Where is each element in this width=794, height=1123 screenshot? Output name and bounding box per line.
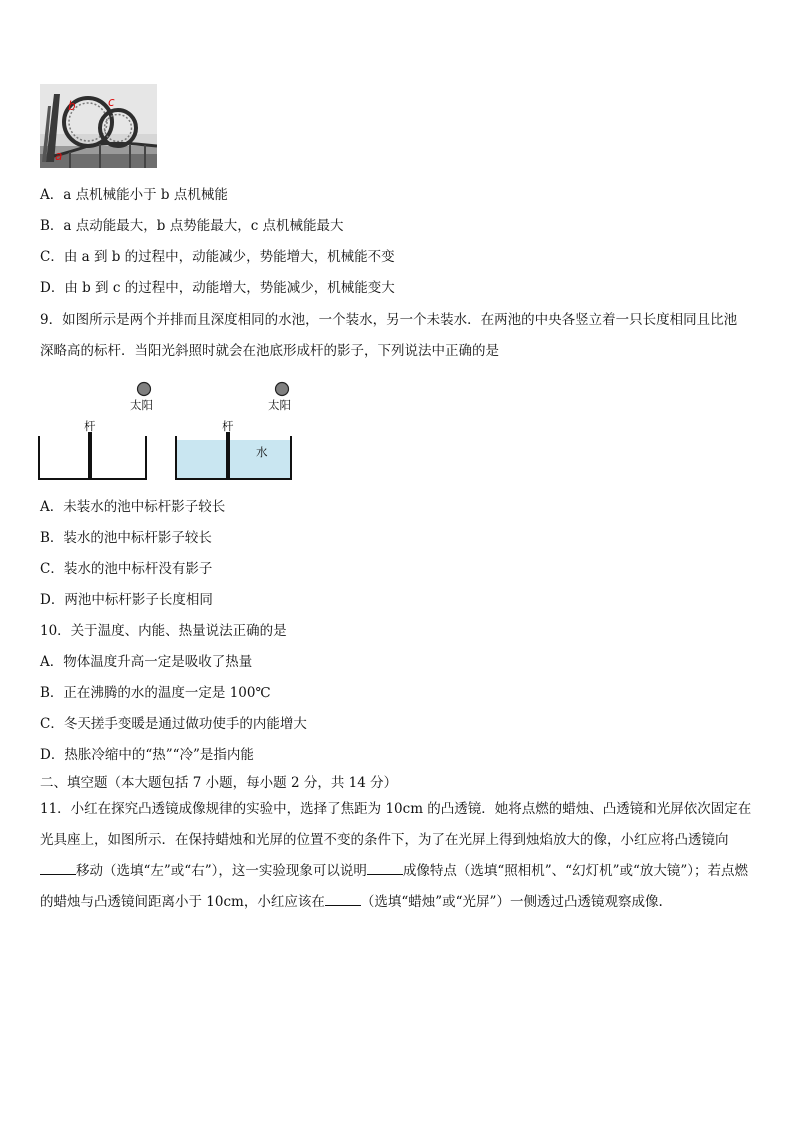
answer-blank-3[interactable] xyxy=(325,893,361,906)
q11-text-part-4: （选填“蜡烛”或“光屏”）一侧透过凸透镜观察成像. xyxy=(360,894,663,910)
q9-option-c: C．装水的池中标杆没有影子 xyxy=(40,561,213,577)
q10-stem: 10．关于温度、内能、热量说法正确的是 xyxy=(40,623,287,639)
sun-icon xyxy=(276,383,289,396)
pole-label-left: 杆 xyxy=(84,419,96,433)
q8-option-c: C．由 a 到 b 的过程中，动能减少，势能增大，机械能不变 xyxy=(40,249,395,265)
q8-option-a: A．a 点机械能小于 b 点机械能 xyxy=(40,187,228,203)
point-a-label: a xyxy=(55,149,63,163)
q11-text-part-1: 11．小红在探究凸透镜成像规律的实验中，选择了焦距为 10cm 的凸透镜．她将点燃的蜡烛、凸透镜和光屏依次固定在光具座上，如图所示．在保持蜡烛和光屏的位置不变的条件下，为了在光屏上得到烛焰放大的像，小红应将凸透镜向 xyxy=(40,801,752,848)
q10-option-b: B．正在沸腾的水的温度一定是 100℃ xyxy=(40,685,271,701)
point-c-label: c xyxy=(108,95,115,109)
q8-option-b: B．a 点动能最大，b 点势能最大，c 点机械能最大 xyxy=(40,218,344,234)
q8-option-d: D．由 b 到 c 的过程中，动能增大，势能减少，机械能变大 xyxy=(40,280,395,296)
sun-icon xyxy=(138,383,151,396)
q11-text-part-3: 成像特点（选填“照相机”、“幻灯机”或“放大镜”）；若点燃的蜡烛与凸透镜间距离小于 10cm，小红应该在 xyxy=(40,863,749,910)
pools-figure xyxy=(36,376,298,484)
roller-coaster-figure xyxy=(40,84,157,168)
q9-stem-line-1: 9．如图所示是两个并排而且深度相同的水池，一个装水，另一个未装水．在两池的中央各竖立着一只长度相同且比池 xyxy=(40,312,738,328)
q10-option-c: C．冬天搓手变暖是通过做功使手的内能增大 xyxy=(40,716,307,732)
sun-label-right: 太阳 xyxy=(268,398,291,412)
water-label: 水 xyxy=(256,445,268,459)
empty-pool xyxy=(39,436,146,479)
q10-option-a: A．物体温度升高一定是吸收了热量 xyxy=(40,654,253,670)
q11-paragraph xyxy=(40,794,756,918)
q9-option-a: A．未装水的池中标杆影子较长 xyxy=(40,499,226,515)
q9-option-b: B．装水的池中标杆影子较长 xyxy=(40,530,212,546)
q9-option-d: D．两池中标杆影子长度相同 xyxy=(40,592,213,608)
answer-blank-2[interactable] xyxy=(367,862,403,875)
q9-stem-line-2: 深略高的标杆．当阳光斜照时就会在池底形成杆的影子，下列说法中正确的是 xyxy=(40,343,499,359)
sun-label-left: 太阳 xyxy=(130,398,153,412)
point-b-label: b xyxy=(68,99,76,113)
q10-option-d: D．热胀冷缩中的“热”“冷”是指内能 xyxy=(40,747,254,763)
answer-blank-1[interactable] xyxy=(40,862,76,875)
pole-label-right: 杆 xyxy=(222,419,234,433)
section-heading-fill-in: 二、填空题（本大题包括 7 小题，每小题 2 分，共 14 分） xyxy=(40,775,398,791)
water-fill xyxy=(176,440,290,479)
q11-text-part-2: 移动（选填“左”或“右”），这一实验现象可以说明 xyxy=(76,863,367,879)
